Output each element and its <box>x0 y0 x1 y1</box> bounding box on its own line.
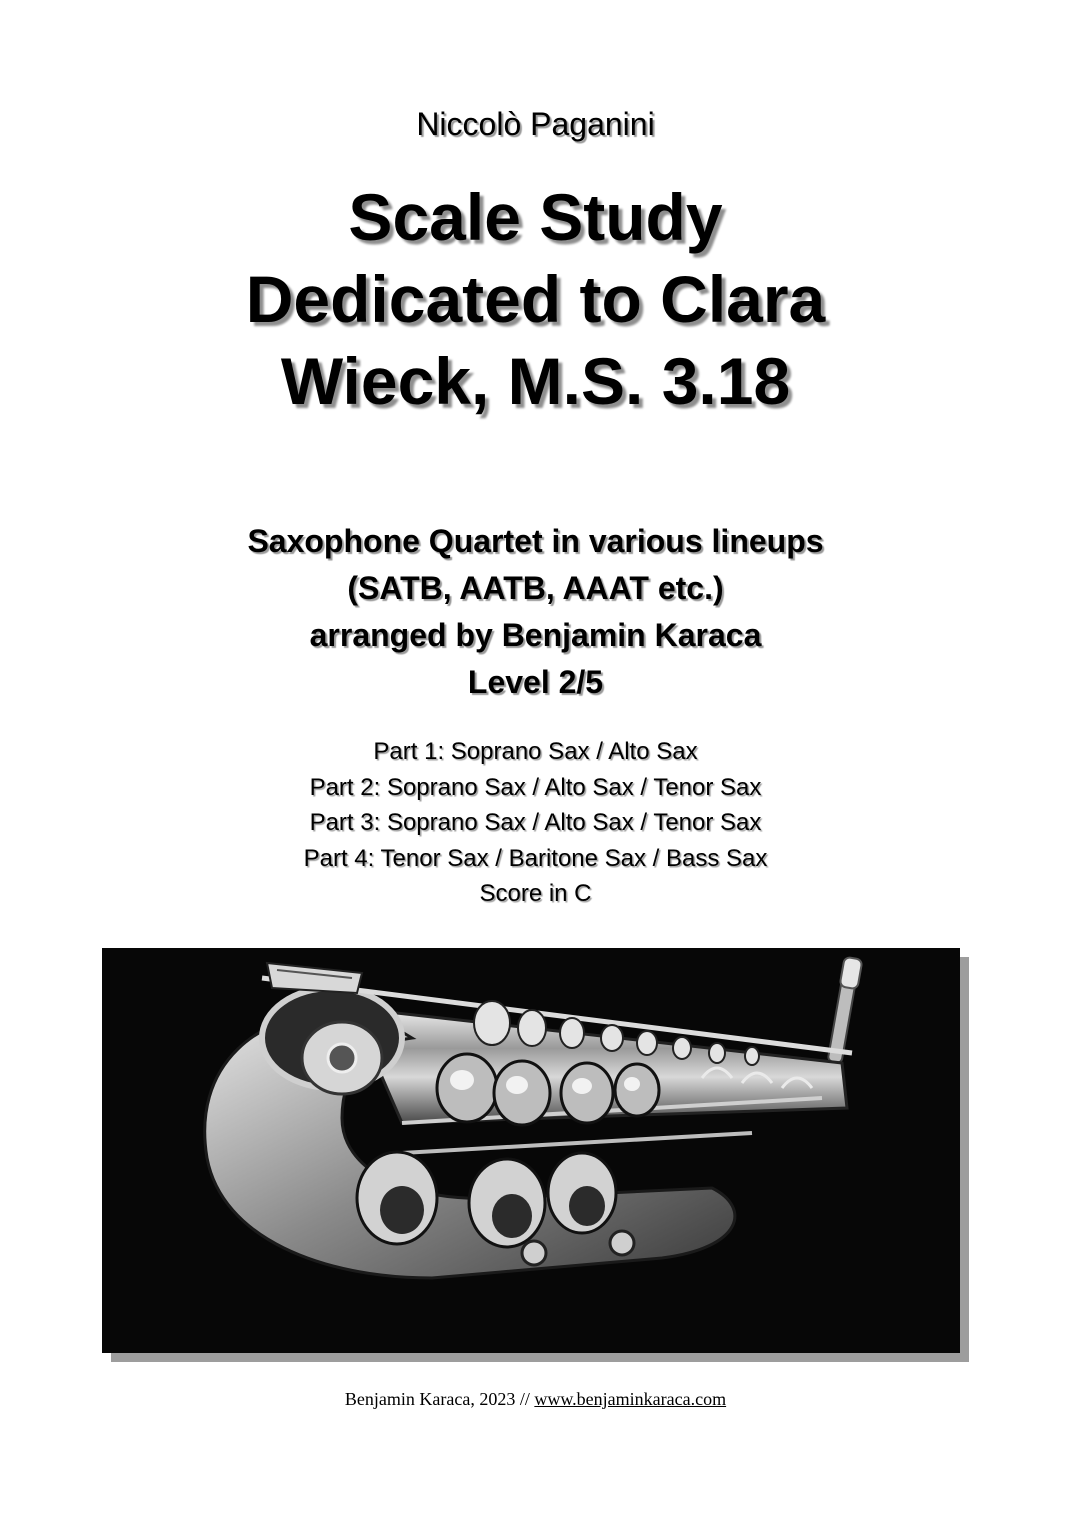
footer-credit: Benjamin Karaca, 2023 // <box>344 1389 535 1409</box>
lineup-variants: (SATB, AATB, AAAT etc.) <box>347 570 724 606</box>
page-title <box>0 176 1071 422</box>
part-item-3: Part 3: Soprano Sax / Alto Sax / Tenor Sax <box>309 809 762 836</box>
subtitle-block <box>0 518 1071 706</box>
part-item-2: Part 2: Soprano Sax / Alto Sax / Tenor Sax <box>309 773 762 801</box>
part-item-4: Part 4: Tenor Sax / Baritone Sax / Bass Sax <box>303 844 768 872</box>
saxophone-illustration-icon <box>102 948 960 1353</box>
website-link[interactable]: www.benjaminkaraca.com <box>534 1389 727 1409</box>
footer <box>0 1387 1071 1411</box>
part-item-1: Part 1: Soprano Sax / Alto Sax <box>373 738 698 765</box>
score-note: Score in C <box>479 880 592 907</box>
lineup-description: Saxophone Quartet in various lineups <box>247 523 824 559</box>
composer-name: Niccolò Paganini <box>416 106 655 142</box>
arranger-credit: arranged by Benjamin Karaca <box>309 617 762 653</box>
cover-image <box>102 948 960 1353</box>
title-line-3: Wieck, M.S. 3.18 <box>280 344 791 418</box>
parts-list <box>0 734 1071 912</box>
title-line-2: Dedicated to Clara <box>245 262 826 336</box>
title-line-1: Scale Study <box>348 180 723 254</box>
difficulty-level: Level 2/5 <box>467 664 604 700</box>
